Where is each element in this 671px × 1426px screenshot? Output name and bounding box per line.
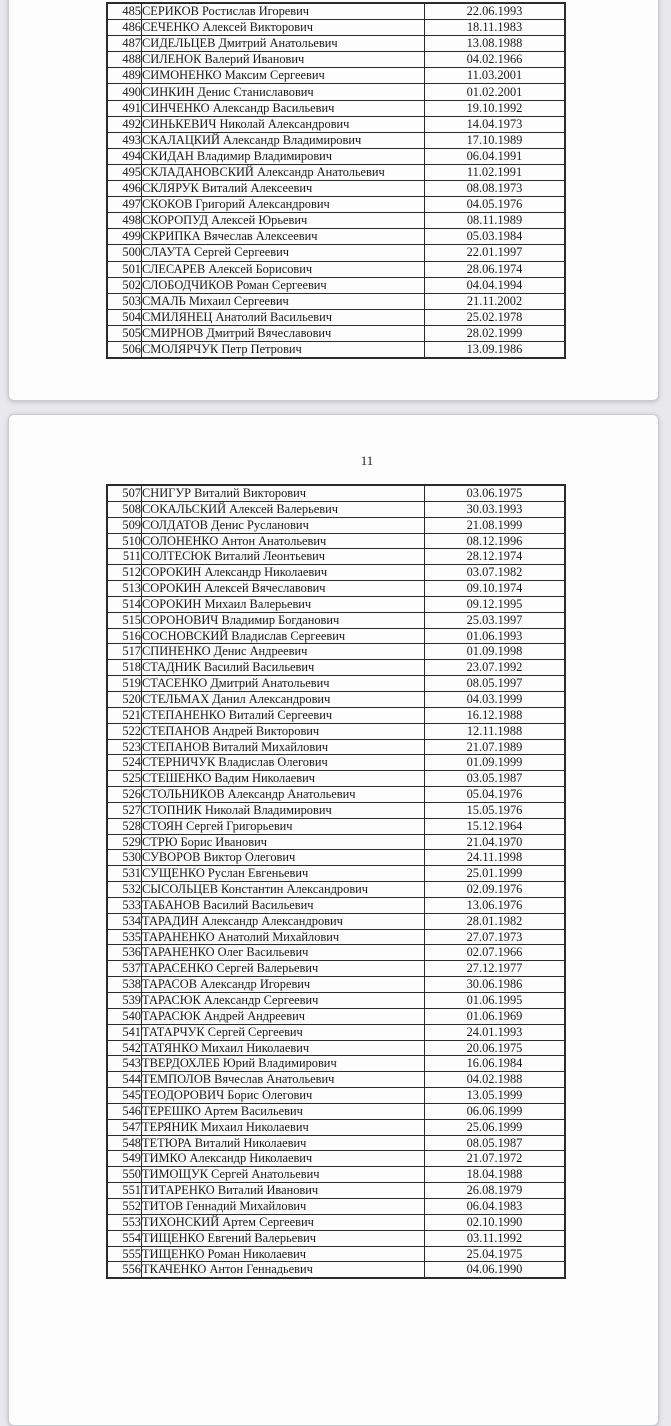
table-row [107, 341, 565, 358]
birth-date-cell: 24.11.1998 [425, 850, 566, 866]
birth-date-cell: 08.08.1973 [425, 181, 566, 197]
birth-date-cell: 04.04.1994 [425, 277, 566, 293]
table-row [107, 549, 565, 565]
birth-date-cell: 01.02.2001 [425, 84, 566, 100]
table-row [107, 485, 565, 501]
row-number-cell: 516 [107, 628, 142, 644]
row-number-cell: 487 [107, 36, 142, 52]
table-row [107, 197, 565, 213]
person-name-cell: СТАСЕНКО Дмитрий Анатольевич [142, 676, 425, 692]
person-name-cell: ТИТАРЕНКО Виталий Иванович [142, 1183, 425, 1199]
row-number-cell: 491 [107, 100, 142, 116]
row-number-cell: 526 [107, 787, 142, 803]
person-name-cell: СТРЮ Борис Иванович [142, 834, 425, 850]
person-name-cell: ТАРАСЮК Андрей Андреевич [142, 1008, 425, 1024]
person-name-cell: ТАТАРЧУК Сергей Сергеевич [142, 1024, 425, 1040]
row-number-cell: 520 [107, 691, 142, 707]
birth-date-cell: 01.06.1995 [425, 993, 566, 1009]
birth-date-cell: 27.12.1977 [425, 961, 566, 977]
birth-date-cell: 09.10.1974 [425, 581, 566, 597]
birth-date-cell: 14.04.1973 [425, 116, 566, 132]
person-name-cell: СЛЕСАРЕВ Алексей Борисович [142, 261, 425, 277]
row-number-cell: 525 [107, 771, 142, 787]
birth-date-cell: 04.02.1966 [425, 52, 566, 68]
person-name-cell: СТОЛЬНИКОВ Александр Анатольевич [142, 787, 425, 803]
row-number-cell: 519 [107, 676, 142, 692]
row-number-cell: 507 [107, 485, 142, 501]
birth-date-cell: 13.09.1986 [425, 341, 566, 358]
table-row [107, 1008, 565, 1024]
person-name-cell: СОРОКИН Алексей Вячеславович [142, 581, 425, 597]
person-name-cell: ТЕРЕШКО Артем Васильевич [142, 1103, 425, 1119]
row-number-cell: 523 [107, 739, 142, 755]
birth-date-cell: 08.11.1989 [425, 213, 566, 229]
person-name-cell: ТИХОНСКИЙ Артем Сергеевич [142, 1214, 425, 1230]
table-row [107, 913, 565, 929]
table-row [107, 84, 565, 100]
person-name-cell: ТАРАНЕНКО Анатолий Михайлович [142, 929, 425, 945]
birth-date-cell: 21.11.2002 [425, 293, 566, 309]
birth-date-cell: 08.12.1996 [425, 533, 566, 549]
table-row [107, 723, 565, 739]
table-row [107, 565, 565, 581]
person-name-cell: СТЕЛЬМАХ Данил Александрович [142, 691, 425, 707]
person-name-cell: СКИДАН Владимир Владимирович [142, 148, 425, 164]
person-name-cell: СТОПНИК Николай Владимирович [142, 802, 425, 818]
row-number-cell: 536 [107, 945, 142, 961]
row-number-cell: 555 [107, 1246, 142, 1262]
table-row [107, 1246, 565, 1262]
person-name-cell: ТАБАНОВ Василий Васильевич [142, 897, 425, 913]
birth-date-cell: 15.12.1964 [425, 818, 566, 834]
table-row [107, 100, 565, 116]
row-number-cell: 497 [107, 197, 142, 213]
table-row [107, 802, 565, 818]
table-row [107, 850, 565, 866]
table-row [107, 961, 565, 977]
birth-date-cell: 01.06.1969 [425, 1008, 566, 1024]
person-name-cell: ТАРАНЕНКО Олег Васильевич [142, 945, 425, 961]
table-row [107, 660, 565, 676]
row-number-cell: 542 [107, 1040, 142, 1056]
birth-date-cell: 12.11.1988 [425, 723, 566, 739]
table-row [107, 1072, 565, 1088]
birth-date-cell: 01.09.1999 [425, 755, 566, 771]
birth-date-cell: 28.02.1999 [425, 325, 566, 341]
roster-table-body [107, 485, 565, 1278]
table-row [107, 68, 565, 84]
table-row [107, 1056, 565, 1072]
person-name-cell: СТОЯН Сергей Григорьевич [142, 818, 425, 834]
table-row [107, 644, 565, 660]
table-row [107, 1183, 565, 1199]
person-name-cell: ТЕМПОЛОВ Вячеслав Анатольевич [142, 1072, 425, 1088]
birth-date-cell: 05.03.1984 [425, 229, 566, 245]
person-name-cell: СОКАЛЬСКИЙ Алексей Валерьевич [142, 501, 425, 517]
table-row [107, 1214, 565, 1230]
person-name-cell: СИНЬКЕВИЧ Николай Александрович [142, 116, 425, 132]
table-row [107, 993, 565, 1009]
birth-date-cell: 18.04.1988 [425, 1167, 566, 1183]
row-number-cell: 486 [107, 20, 142, 36]
row-number-cell: 541 [107, 1024, 142, 1040]
table-row [107, 517, 565, 533]
row-number-cell: 492 [107, 116, 142, 132]
row-number-cell: 515 [107, 612, 142, 628]
birth-date-cell: 21.07.1989 [425, 739, 566, 755]
row-number-cell: 522 [107, 723, 142, 739]
row-number-cell: 503 [107, 293, 142, 309]
birth-date-cell: 11.03.2001 [425, 68, 566, 84]
birth-date-cell: 25.02.1978 [425, 309, 566, 325]
table-row [107, 1262, 565, 1278]
person-name-cell: ТИМКО Александр Николаевич [142, 1151, 425, 1167]
table-row [107, 501, 565, 517]
table-row [107, 164, 565, 180]
birth-date-cell: 16.06.1984 [425, 1056, 566, 1072]
person-name-cell: СЛАУТА Сергей Сергеевич [142, 245, 425, 261]
birth-date-cell: 21.08.1999 [425, 517, 566, 533]
table-row [107, 1151, 565, 1167]
person-name-cell: ТАРАСЕНКО Сергей Валерьевич [142, 961, 425, 977]
person-name-cell: СИДЕЛЬЦЕВ Дмитрий Анатольевич [142, 36, 425, 52]
person-name-cell: СКЛЯРУК Виталий Алексеевич [142, 181, 425, 197]
row-number-cell: 539 [107, 993, 142, 1009]
birth-date-cell: 03.11.1992 [425, 1230, 566, 1246]
person-name-cell: СЕЧЕНКО Алексей Викторович [142, 20, 425, 36]
row-number-cell: 501 [107, 261, 142, 277]
row-number-cell: 511 [107, 549, 142, 565]
row-number-cell: 508 [107, 501, 142, 517]
table-row [107, 533, 565, 549]
row-number-cell: 509 [107, 517, 142, 533]
birth-date-cell: 11.02.1991 [425, 164, 566, 180]
table-row [107, 676, 565, 692]
birth-date-cell: 20.06.1975 [425, 1040, 566, 1056]
table-row [107, 882, 565, 898]
table-row [107, 818, 565, 834]
person-name-cell: ТЕРЯНИК Михаил Николаевич [142, 1119, 425, 1135]
table-row [107, 20, 565, 36]
table-row [107, 771, 565, 787]
person-name-cell: СТЕПАНОВ Андрей Викторович [142, 723, 425, 739]
row-number-cell: 521 [107, 707, 142, 723]
person-name-cell: СМИРНОВ Дмитрий Вячеславович [142, 325, 425, 341]
person-name-cell: СТЕРНИЧУК Владислав Олегович [142, 755, 425, 771]
row-number-cell: 518 [107, 660, 142, 676]
row-number-cell: 529 [107, 834, 142, 850]
table-row [107, 213, 565, 229]
person-name-cell: ТЕОДОРОВИЧ Борис Олегович [142, 1088, 425, 1104]
table-row [107, 36, 565, 52]
row-number-cell: 544 [107, 1072, 142, 1088]
table-row [107, 132, 565, 148]
person-name-cell: СОЛТЕСЮК Виталий Леонтьевич [142, 549, 425, 565]
person-name-cell: СИЛЕНОК Валерий Иванович [142, 52, 425, 68]
row-number-cell: 490 [107, 84, 142, 100]
person-name-cell: СПИНЕНКО Денис Андреевич [142, 644, 425, 660]
row-number-cell: 504 [107, 309, 142, 325]
row-number-cell: 502 [107, 277, 142, 293]
birth-date-cell: 27.07.1973 [425, 929, 566, 945]
row-number-cell: 548 [107, 1135, 142, 1151]
person-name-cell: ТИЩЕНКО Евгений Валерьевич [142, 1230, 425, 1246]
birth-date-cell: 23.07.1992 [425, 660, 566, 676]
person-name-cell: СТЕПАНЕНКО Виталий Сергеевич [142, 707, 425, 723]
person-name-cell: СТАДНИК Василий Васильевич [142, 660, 425, 676]
table-row [107, 116, 565, 132]
row-number-cell: 543 [107, 1056, 142, 1072]
person-name-cell: СОСНОВСКИЙ Владислав Сергеевич [142, 628, 425, 644]
row-number-cell: 538 [107, 977, 142, 993]
birth-date-cell: 30.06.1986 [425, 977, 566, 993]
row-number-cell: 546 [107, 1103, 142, 1119]
table-row [107, 293, 565, 309]
birth-date-cell: 18.11.1983 [425, 20, 566, 36]
person-name-cell: СКАЛАЦКИЙ Александр Владимирович [142, 132, 425, 148]
birth-date-cell: 01.09.1998 [425, 644, 566, 660]
table-row [107, 1119, 565, 1135]
document-page-11 [8, 414, 659, 1426]
birth-date-cell: 13.06.1976 [425, 897, 566, 913]
birth-date-cell: 08.05.1997 [425, 676, 566, 692]
person-name-cell: ТЕТЮРА Виталий Николаевич [142, 1135, 425, 1151]
row-number-cell: 553 [107, 1214, 142, 1230]
birth-date-cell: 15.05.1976 [425, 802, 566, 818]
table-row [107, 1230, 565, 1246]
row-number-cell: 533 [107, 897, 142, 913]
person-name-cell: ТАРАСЮК Александр Сергеевич [142, 993, 425, 1009]
person-name-cell: СОЛОНЕНКО Антон Анатольевич [142, 533, 425, 549]
table-row [107, 3, 565, 20]
table-row [107, 596, 565, 612]
person-name-cell: СИНЧЕНКО Александр Васильевич [142, 100, 425, 116]
row-number-cell: 510 [107, 533, 142, 549]
row-number-cell: 498 [107, 213, 142, 229]
birth-date-cell: 09.12.1995 [425, 596, 566, 612]
row-number-cell: 524 [107, 755, 142, 771]
table-row [107, 581, 565, 597]
table-row [107, 707, 565, 723]
birth-date-cell: 13.05.1999 [425, 1088, 566, 1104]
table-row [107, 612, 565, 628]
person-name-cell: СЕРИКОВ Ростислав Игоревич [142, 3, 425, 20]
row-number-cell: 531 [107, 866, 142, 882]
birth-date-cell: 03.06.1975 [425, 485, 566, 501]
roster-table-page-11 [106, 484, 566, 1279]
table-row [107, 787, 565, 803]
birth-date-cell: 17.10.1989 [425, 132, 566, 148]
person-name-cell: ТИТОВ Геннадий Михайлович [142, 1198, 425, 1214]
birth-date-cell: 25.01.1999 [425, 866, 566, 882]
row-number-cell: 494 [107, 148, 142, 164]
birth-date-cell: 30.03.1993 [425, 501, 566, 517]
row-number-cell: 534 [107, 913, 142, 929]
roster-table-body [107, 3, 565, 358]
person-name-cell: ТАРАСОВ Александр Игоревич [142, 977, 425, 993]
person-name-cell: СОЛДАТОВ Денис Русланович [142, 517, 425, 533]
birth-date-cell: 04.05.1976 [425, 197, 566, 213]
birth-date-cell: 06.06.1999 [425, 1103, 566, 1119]
roster-table-page-10 [106, 2, 566, 359]
person-name-cell: СКРИПКА Вячеслав Алексеевич [142, 229, 425, 245]
table-row [107, 929, 565, 945]
person-name-cell: СМИЛЯНЕЦ Анатолий Васильевич [142, 309, 425, 325]
table-row [107, 739, 565, 755]
row-number-cell: 535 [107, 929, 142, 945]
birth-date-cell: 03.07.1982 [425, 565, 566, 581]
table-row [107, 1088, 565, 1104]
birth-date-cell: 06.04.1983 [425, 1198, 566, 1214]
birth-date-cell: 13.08.1988 [425, 36, 566, 52]
row-number-cell: 527 [107, 802, 142, 818]
table-row [107, 945, 565, 961]
row-number-cell: 530 [107, 850, 142, 866]
person-name-cell: СЛОБОДЧИКОВ Роман Сергеевич [142, 277, 425, 293]
row-number-cell: 528 [107, 818, 142, 834]
birth-date-cell: 22.01.1997 [425, 245, 566, 261]
table-row [107, 229, 565, 245]
person-name-cell: СНИГУР Виталий Викторович [142, 485, 425, 501]
row-number-cell: 499 [107, 229, 142, 245]
table-row [107, 261, 565, 277]
birth-date-cell: 28.06.1974 [425, 261, 566, 277]
person-name-cell: ТКАЧЕНКО Антон Геннадьевич [142, 1262, 425, 1278]
row-number-cell: 495 [107, 164, 142, 180]
row-number-cell: 514 [107, 596, 142, 612]
table-row [107, 148, 565, 164]
table-row [107, 755, 565, 771]
person-name-cell: ТИМОЩУК Сергей Анатольевич [142, 1167, 425, 1183]
row-number-cell: 506 [107, 341, 142, 358]
row-number-cell: 513 [107, 581, 142, 597]
table-row [107, 1198, 565, 1214]
person-name-cell: СЫСОЛЬЦЕВ Константин Александрович [142, 882, 425, 898]
person-name-cell: ТАРАДИН Александр Александрович [142, 913, 425, 929]
table-row [107, 897, 565, 913]
birth-date-cell: 05.04.1976 [425, 787, 566, 803]
row-number-cell: 488 [107, 52, 142, 68]
person-name-cell: СКОКОВ Григорий Александрович [142, 197, 425, 213]
person-name-cell: СТЕШЕНКО Вадим Николаевич [142, 771, 425, 787]
birth-date-cell: 25.06.1999 [425, 1119, 566, 1135]
birth-date-cell: 28.01.1982 [425, 913, 566, 929]
row-number-cell: 549 [107, 1151, 142, 1167]
birth-date-cell: 25.04.1975 [425, 1246, 566, 1262]
birth-date-cell: 02.09.1976 [425, 882, 566, 898]
person-name-cell: СМАЛЬ Михаил Сергеевич [142, 293, 425, 309]
birth-date-cell: 03.05.1987 [425, 771, 566, 787]
birth-date-cell: 02.07.1966 [425, 945, 566, 961]
row-number-cell: 512 [107, 565, 142, 581]
row-number-cell: 489 [107, 68, 142, 84]
person-name-cell: ТАТЯНКО Михаил Николаевич [142, 1040, 425, 1056]
birth-date-cell: 24.01.1993 [425, 1024, 566, 1040]
table-row [107, 1024, 565, 1040]
row-number-cell: 496 [107, 181, 142, 197]
birth-date-cell: 22.06.1993 [425, 3, 566, 20]
person-name-cell: ТВЕРДОХЛЕБ Юрий Владимирович [142, 1056, 425, 1072]
table-row [107, 834, 565, 850]
table-row [107, 691, 565, 707]
birth-date-cell: 02.10.1990 [425, 1214, 566, 1230]
birth-date-cell: 04.03.1999 [425, 691, 566, 707]
row-number-cell: 540 [107, 1008, 142, 1024]
table-row [107, 977, 565, 993]
row-number-cell: 554 [107, 1230, 142, 1246]
row-number-cell: 537 [107, 961, 142, 977]
row-number-cell: 493 [107, 132, 142, 148]
table-row [107, 866, 565, 882]
birth-date-cell: 21.04.1970 [425, 834, 566, 850]
table-row [107, 309, 565, 325]
table-row [107, 628, 565, 644]
table-row [107, 1040, 565, 1056]
row-number-cell: 545 [107, 1088, 142, 1104]
person-name-cell: СОРОКИН Александр Николаевич [142, 565, 425, 581]
table-row [107, 181, 565, 197]
birth-date-cell: 16.12.1988 [425, 707, 566, 723]
person-name-cell: СИНКИН Денис Станиславович [142, 84, 425, 100]
table-row [107, 1103, 565, 1119]
person-name-cell: СОРОКИН Михаил Валерьевич [142, 596, 425, 612]
row-number-cell: 485 [107, 3, 142, 20]
row-number-cell: 517 [107, 644, 142, 660]
row-number-cell: 532 [107, 882, 142, 898]
row-number-cell: 551 [107, 1183, 142, 1199]
person-name-cell: СКЛАДАНОВСКИЙ Александр Анатольевич [142, 164, 425, 180]
person-name-cell: СИМОНЕНКО Максим Сергеевич [142, 68, 425, 84]
row-number-cell: 500 [107, 245, 142, 261]
document-page-10 [8, 0, 659, 401]
page-number: 11 [360, 453, 374, 468]
birth-date-cell: 28.12.1974 [425, 549, 566, 565]
birth-date-cell: 08.05.1987 [425, 1135, 566, 1151]
person-name-cell: СОРОНОВИЧ Владимир Богданович [142, 612, 425, 628]
birth-date-cell: 06.04.1991 [425, 148, 566, 164]
row-number-cell: 552 [107, 1198, 142, 1214]
birth-date-cell: 01.06.1993 [425, 628, 566, 644]
row-number-cell: 547 [107, 1119, 142, 1135]
table-row [107, 52, 565, 68]
birth-date-cell: 25.03.1997 [425, 612, 566, 628]
row-number-cell: 505 [107, 325, 142, 341]
person-name-cell: СМОЛЯРЧУК Петр Петрович [142, 341, 425, 358]
table-row [107, 1167, 565, 1183]
person-name-cell: СТЕПАНОВ Виталий Михайлович [142, 739, 425, 755]
birth-date-cell: 21.07.1972 [425, 1151, 566, 1167]
table-row [107, 1135, 565, 1151]
row-number-cell: 550 [107, 1167, 142, 1183]
birth-date-cell: 04.06.1990 [425, 1262, 566, 1278]
person-name-cell: ТИЩЕНКО Роман Николаевич [142, 1246, 425, 1262]
birth-date-cell: 04.02.1988 [425, 1072, 566, 1088]
person-name-cell: СУЩЕНКО Руслан Евгеньевич [142, 866, 425, 882]
table-row [107, 245, 565, 261]
row-number-cell: 556 [107, 1262, 142, 1278]
birth-date-cell: 26.08.1979 [425, 1183, 566, 1199]
birth-date-cell: 19.10.1992 [425, 100, 566, 116]
person-name-cell: СУВОРОВ Виктор Олегович [142, 850, 425, 866]
person-name-cell: СКОРОПУД Алексей Юрьевич [142, 213, 425, 229]
table-row [107, 277, 565, 293]
table-row [107, 325, 565, 341]
